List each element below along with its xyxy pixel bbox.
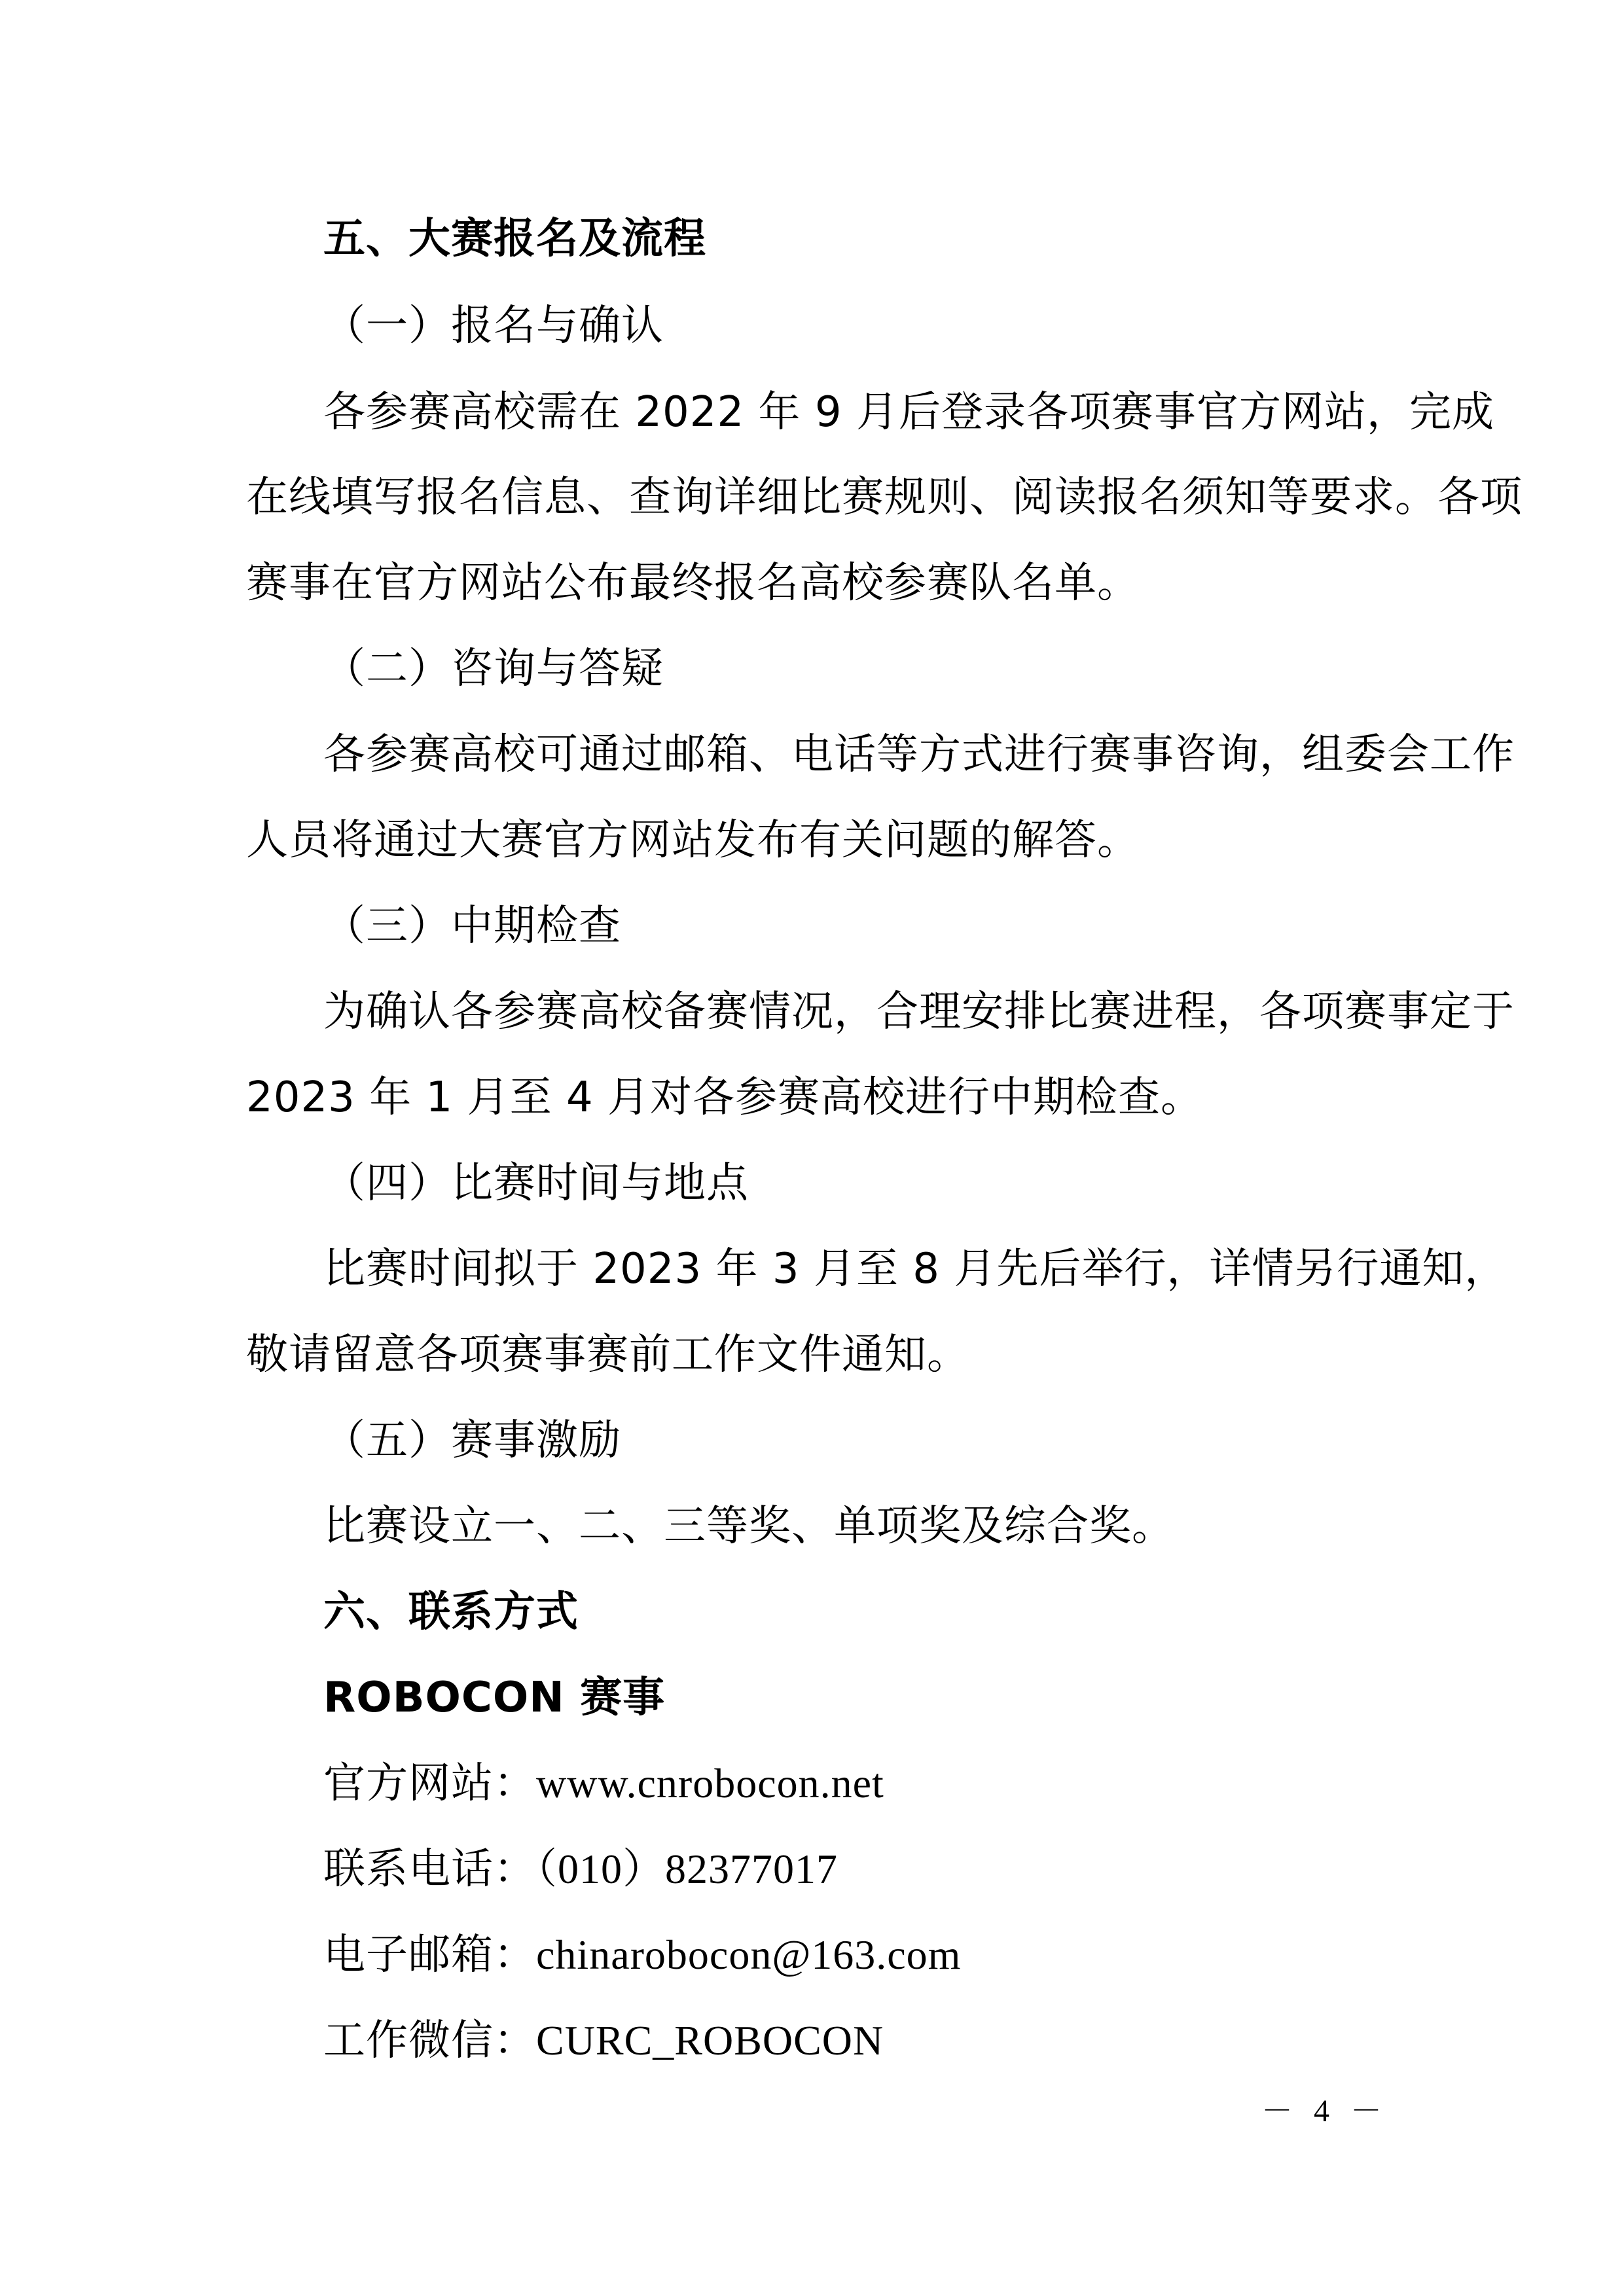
contact-website-label: 官方网站：: [323, 1759, 536, 1808]
paragraph-line: 为确认各参赛高校备赛情况，合理安排比赛进程，各项赛事定于: [323, 988, 1515, 1036]
paragraph-line: 比赛设立一、二、三等奖、单项奖及综合奖。: [323, 1502, 1174, 1551]
contact-website-value: www.cnrobocon.net: [536, 1760, 884, 1806]
contact-wechat-value: CURC_ROBOCON: [536, 2017, 884, 2064]
contact-email-label: 电子邮箱：: [323, 1931, 536, 1979]
contact-phone-value: （010）82377017: [536, 1846, 838, 1892]
paragraph-line: 2023 年 1 月至 4 月对各参赛高校进行中期检查。: [246, 1073, 1204, 1122]
paragraph-line: 比赛时间拟于 2023 年 3 月至 8 月先后举行，详情另行通知，: [323, 1245, 1507, 1293]
page-number: － 4 －: [1261, 2094, 1388, 2128]
paragraph-line: 赛事在官方网站公布最终报名高校参赛队名单。: [246, 559, 1140, 607]
subsection-title: （五）赛事激励: [323, 1416, 621, 1465]
contact-email-row: [323, 1929, 961, 1981]
contact-wechat-label: 工作微信：: [323, 2017, 536, 2065]
contact-phone-label: 联系电话：: [323, 1845, 536, 1893]
paragraph-line: 各参赛高校可通过邮箱、电话等方式进行赛事咨询，组委会工作: [323, 730, 1515, 779]
section-heading: 五、大赛报名及流程: [323, 215, 706, 263]
subsection-title: （一）报名与确认: [323, 302, 664, 350]
subsection-title: （二）咨询与答疑: [323, 645, 664, 693]
subsection-title: （四）比赛时间与地点: [323, 1159, 749, 1208]
section-heading: 六、联系方式: [323, 1588, 579, 1636]
contact-website-row: [323, 1757, 884, 1810]
paragraph-line: 各参赛高校需在 2022 年 9 月后登录各项赛事官方网站，完成: [323, 388, 1494, 437]
paragraph-line: 敬请留意各项赛事赛前工作文件通知。: [246, 1331, 969, 1379]
paragraph-line: 人员将通过大赛官方网站发布有关问题的解答。: [246, 816, 1140, 865]
subsection-title: （三）中期检查: [323, 902, 621, 950]
contact-phone-row: [323, 1843, 838, 1895]
contact-wechat-row: [323, 2015, 884, 2067]
contact-email-value: chinarobocon@163.com: [536, 1931, 962, 1978]
paragraph-line: 在线填写报名信息、查询详细比赛规则、阅读报名须知等要求。各项: [246, 473, 1523, 522]
contact-event-name: ROBOCON 赛事: [323, 1674, 666, 1722]
